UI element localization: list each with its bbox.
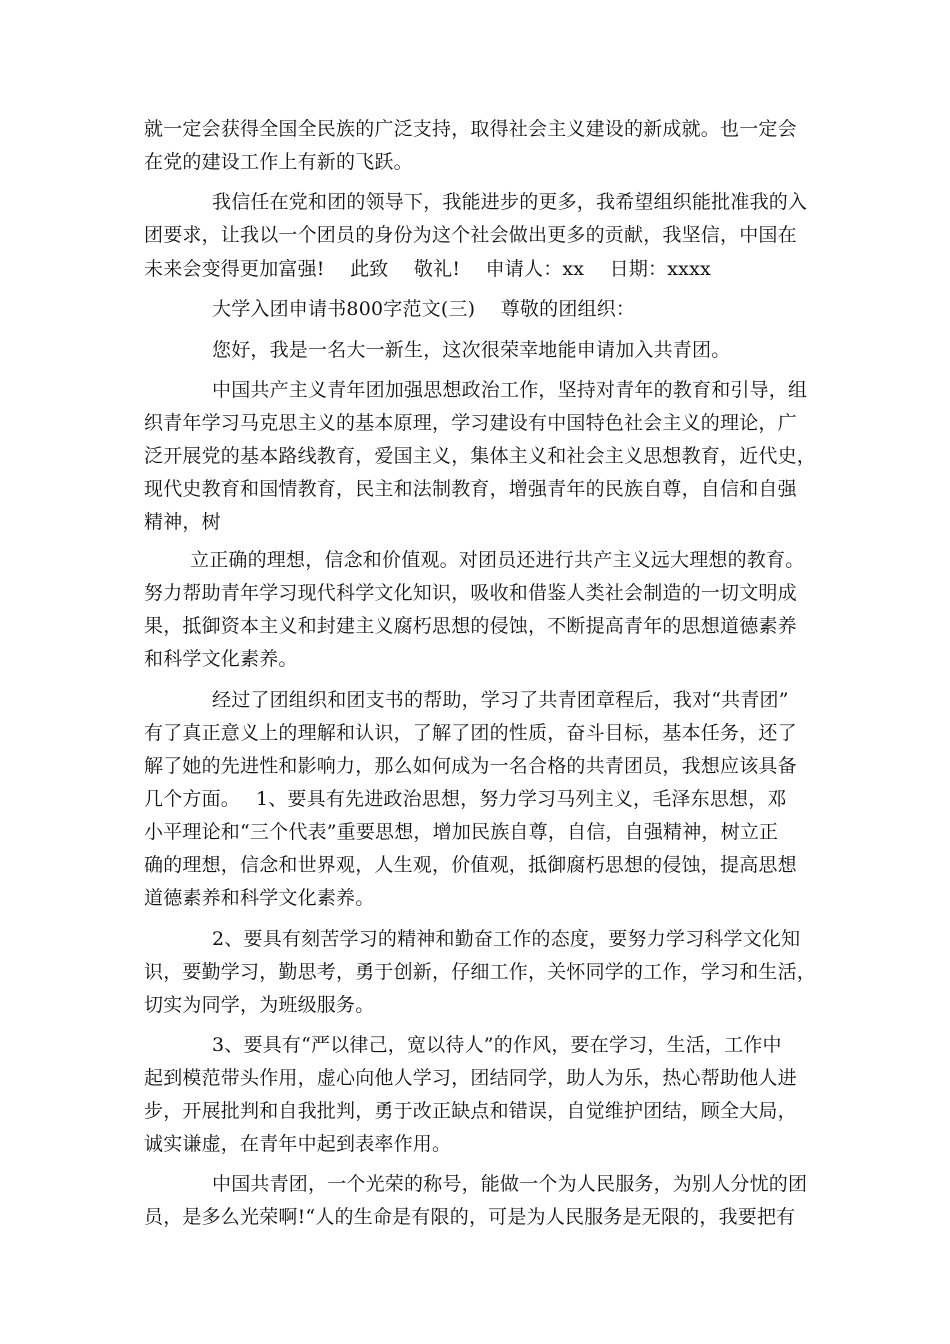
text-line: 3、要具有“严以律己，宽以待人”的作风，要在学习，生活，工作中 xyxy=(212,1034,782,1056)
text-line: 经过了团组织和团支书的帮助，学习了共青团章程后，我对“共青团” xyxy=(212,689,789,711)
text-line: 未来会变得更加富强! 此致 敬礼! 申请人：xx 日期：xxxx xyxy=(144,258,711,280)
text-line: 果，抵御资本主义和封建主义腐朽思想的侵蚀，不断提高青年的思想道德素养 xyxy=(144,615,797,637)
text-line: 步，开展批判和自我批判，勇于改正缺点和错误，自觉维护团结，顾全大局， xyxy=(144,1100,797,1122)
text-line: 确的理想，信念和世界观，人生观，价值观，抵御腐朽思想的侵蚀，提高思想 xyxy=(144,854,797,876)
text-line: 精神，树 xyxy=(144,511,221,533)
text-line: 解了她的先进性和影响力，那么如何成为一名合格的共青团员，我想应该具备 xyxy=(144,755,797,777)
text-line: 诚实谦虚，在青年中起到表率作用。 xyxy=(144,1133,452,1155)
text-line: 中国共产主义青年团加强思想政治工作，坚持对青年的教育和引导，组 xyxy=(212,379,808,401)
text-line: 在党的建设工作上有新的飞跃。 xyxy=(144,151,413,173)
text-line: 切实为同学，为班级服务。 xyxy=(144,994,375,1016)
text-line: 现代史教育和国情教育，民主和法制教育，增强青年的民族自尊，自信和自强 xyxy=(144,478,797,500)
text-line: 您好，我是一名大一新生，这次很荣幸地能申请加入共青团。 xyxy=(212,339,731,361)
text-line: 道德素养和科学文化素养。 xyxy=(144,887,375,909)
text-line: 大学入团申请书800字范文(三) 尊敬的团组织： xyxy=(212,298,636,320)
text-line: 我信任在党和团的领导下，我能进步的更多，我希望组织能批准我的入 xyxy=(212,191,808,213)
text-line: 中国共青团，一个光荣的称号，能做一个为人民服务，为别人分忧的团 xyxy=(212,1173,808,1195)
text-line: 努力帮助青年学习现代科学文化知识，吸收和借鉴人类社会制造的一切文明成 xyxy=(144,582,797,604)
text-line: 和科学文化素养。 xyxy=(144,648,298,670)
text-line: 泛开展党的基本路线教育，爱国主义，集体主义和社会主义思想教育，近代史， xyxy=(144,445,817,467)
text-line: 小平理论和“三个代表”重要思想，增加民族自尊，自信，自强精神，树立正 xyxy=(144,821,779,843)
text-line: 起到模范带头作用，虚心向他人学习，团结同学，助人为乐，热心帮助他人进 xyxy=(144,1067,797,1089)
text-line: 就一定会获得全国全民族的广泛支持，取得社会主义建设的新成就。也一定会 xyxy=(144,118,797,140)
text-line: 团要求，让我以一个团员的身份为这个社会做出更多的贡献，我坚信，中国在 xyxy=(144,224,797,246)
text-line: 立正确的理想，信念和价值观。对团员还进行共产主义远大理想的教育。 xyxy=(190,549,805,571)
text-line: 2、要具有刻苦学习的精神和勤奋工作的态度，要努力学习科学文化知 xyxy=(212,928,801,950)
text-line: 员，是多么光荣啊!“人的生命是有限的，可是为人民服务是无限的，我要把有 xyxy=(144,1206,796,1228)
text-line: 织青年学习马克思主义的基本原理，学习建设有中国特色社会主义的理论，广 xyxy=(144,412,797,434)
text-line: 识，要勤学习，勤思考，勇于创新，仔细工作，关怀同学的工作，学习和生活， xyxy=(144,961,817,983)
text-line: 几个方面。 1、要具有先进政治思想，努力学习马列主义，毛泽东思想，邓 xyxy=(144,788,787,810)
text-line: 有了真正意义上的理解和认识，了解了团的性质，奋斗目标，基本任务，还了 xyxy=(144,722,797,744)
